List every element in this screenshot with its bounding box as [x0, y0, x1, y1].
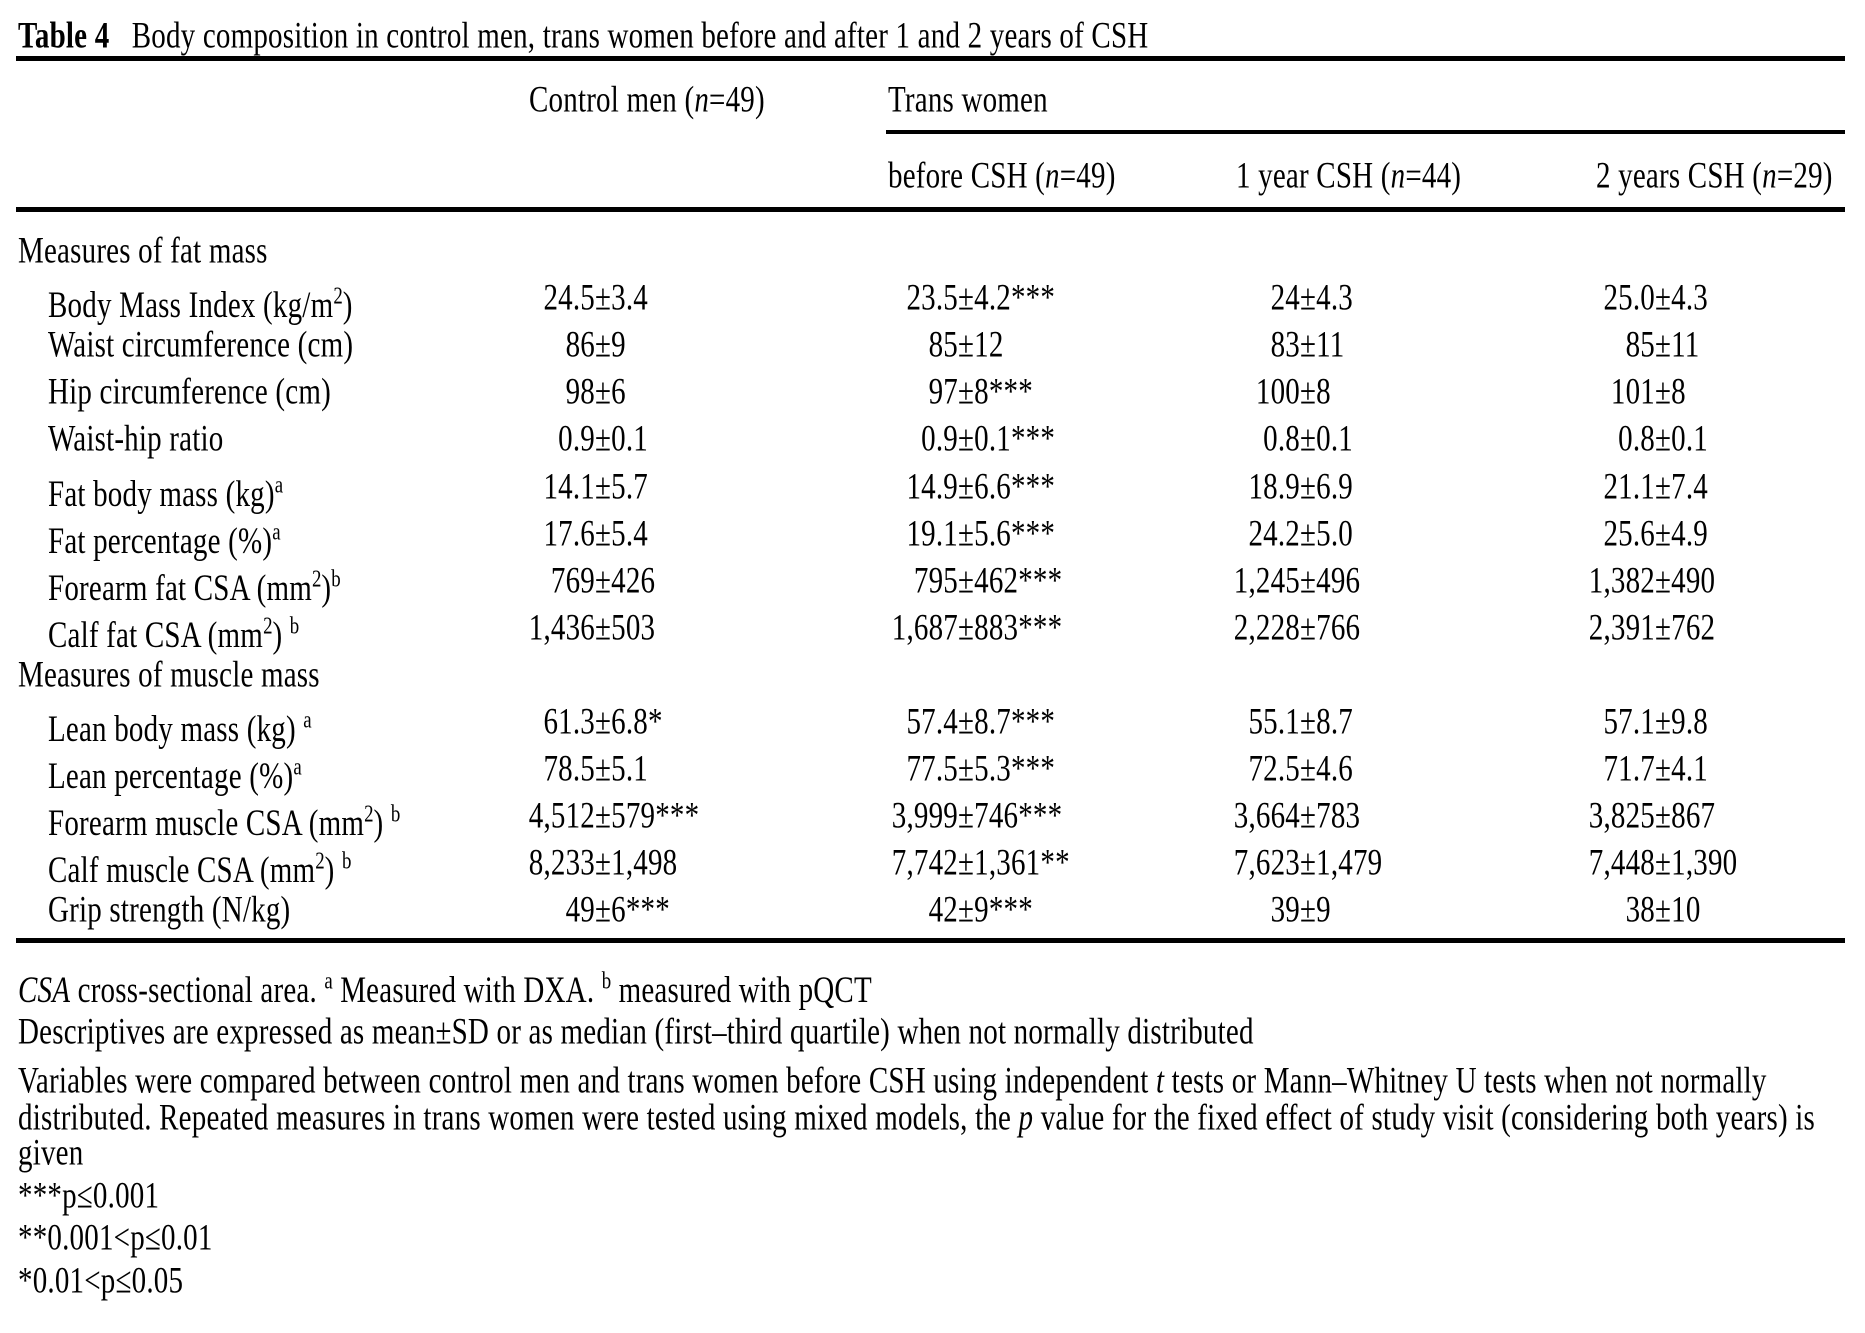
data-row: Fat body mass (kg)$^a$ 14.1 ±5.7 14.9 ±6.6*** 18.9 ±6.9 21.1 ±7.4 [0, 463, 1865, 511]
data-row: Hip circumference (cm) 98 ±6 97 ±8*** 100 ±8 101 ±8 [0, 368, 1865, 416]
data-row: Fat percentage (%)$^a$ 17.6 ±5.4 19.1 ±5.6*** 24.2 ±5.0 25.6 ±4.9 [0, 510, 1865, 558]
data-row: Waist-hip ratio 0.9 ±0.1 0.9 ±0.1*** 0.8 ±0.1 0.8 ±0.1 [0, 415, 1865, 463]
row-label: Calf fat CSA $(mm^2)$ $^b$ [48, 612, 300, 657]
row-label: Calf muscle CSA $(mm^2)$ $^b$ [48, 847, 352, 892]
data-row: Forearm fat CSA $(mm^2)^b$ 769 ±426 795 ±462*** 1,245 ±496 1,382 ±490 [0, 557, 1865, 605]
row-label: Waist-hip ratio [48, 418, 224, 460]
header-rule [16, 207, 1845, 212]
data-row: Calf fat CSA $(mm^2)$ $^b$ 1,436 ±503 1,687 ±883*** 2,228 ±766 2,391 ±762 [0, 604, 1865, 652]
group-header-trans-women: Trans women [888, 79, 1048, 121]
row-label: Waist circumference (cm) [48, 324, 354, 366]
footnote-line: given [18, 1132, 84, 1174]
footnote-line: *0.01<p≤0.05 [18, 1260, 184, 1302]
footnote-line: ***p≤0.001 [18, 1175, 160, 1217]
data-row: Lean percentage (%)$^a$ 78.5 ±5.1 77.5 ±5.3*** 72.5 ±4.6 71.7 ±4.1 [0, 745, 1865, 793]
data-row: Waist circumference (cm) 86 ±9 85 ±12 83 ±11 85 ±11 [0, 321, 1865, 369]
data-row: Forearm muscle CSA $(mm^2)$ $^b$ 4,512 ±579*** 3,999 ±746*** 3,664 ±783 3,825 ±867 [0, 792, 1865, 840]
row-label: Forearm fat CSA $(mm^2)^b$ [48, 565, 341, 610]
trans-women-group-rule [886, 130, 1845, 134]
top-rule [16, 56, 1845, 61]
column-header-2-years-csh: 2 years CSH (n=29) [1596, 155, 1833, 197]
row-label: Grip strength (N/kg) [48, 889, 291, 931]
data-row: Lean body mass (kg) $^a$ 61.3 ±6.8* 57.4 ±8.7*** 55.1 ±8.7 57.1 ±9.8 [0, 698, 1865, 746]
column-header-control-men: Control men (n=49) [529, 79, 765, 121]
data-row: Calf muscle CSA $(mm^2)$ $^b$ 8,233 ±1,498 7,742 ±1,361** 7,623 ±1,479 7,448 ±1,390 [0, 839, 1865, 887]
row-label: Measures of fat mass [18, 230, 268, 272]
row-label: Forearm muscle CSA $(mm^2)$ $^b$ [48, 800, 401, 845]
table-title-text: Table 4 Body composition in control men, trans women before and after 1 and 2 years of CSH [18, 15, 1149, 57]
row-label: Lean body mass (kg) $^a$ [48, 706, 312, 751]
column-header-1-year-csh: 1 year CSH (n=44) [1236, 155, 1462, 197]
footnote-line: Descriptives are expressed as mean±SD or as median (first–third quartile) when not normally distributed [18, 1011, 1254, 1053]
row-label: Measures of muscle mass [18, 654, 320, 696]
table-title [18, 12, 1148, 60]
row-label: Body Mass Index $(kg/m^2)$ [48, 282, 353, 327]
column-header-before-csh: before CSH (n=49) [888, 155, 1116, 197]
row-label: Fat body mass (kg)$^a$ [48, 471, 284, 516]
row-label: Fat percentage (%)$^a$ [48, 518, 281, 563]
row-label: Lean percentage (%)$^a$ [48, 753, 302, 798]
bottom-rule [16, 938, 1845, 943]
footnote-line: **0.001<p≤0.01 [18, 1217, 213, 1259]
data-row: Body Mass Index $(kg/m^2)$ 24.5 ±3.4 23.5 ±4.2*** 24 ±4.3 25.0 ±4.3 [0, 274, 1865, 322]
row-label: Hip circumference (cm) [48, 371, 331, 413]
footnote-line: distributed. Repeated measures in trans women were tested using mixed models, the p value for the fixed effect of study visit (considering both years) is [18, 1097, 1815, 1139]
data-row: Grip strength (N/kg) 49 ±6*** 42 ±9*** 39 ±9 38 ±10 [0, 886, 1865, 934]
footnote-line: CSA cross-sectional area. $^a$ Measured with DXA. $^b$ measured with pQCT [18, 967, 872, 1012]
footnote-line: Variables were compared between control men and trans women before CSH using independent t tests or Mann–Whitney U tests when not normally [18, 1060, 1767, 1102]
